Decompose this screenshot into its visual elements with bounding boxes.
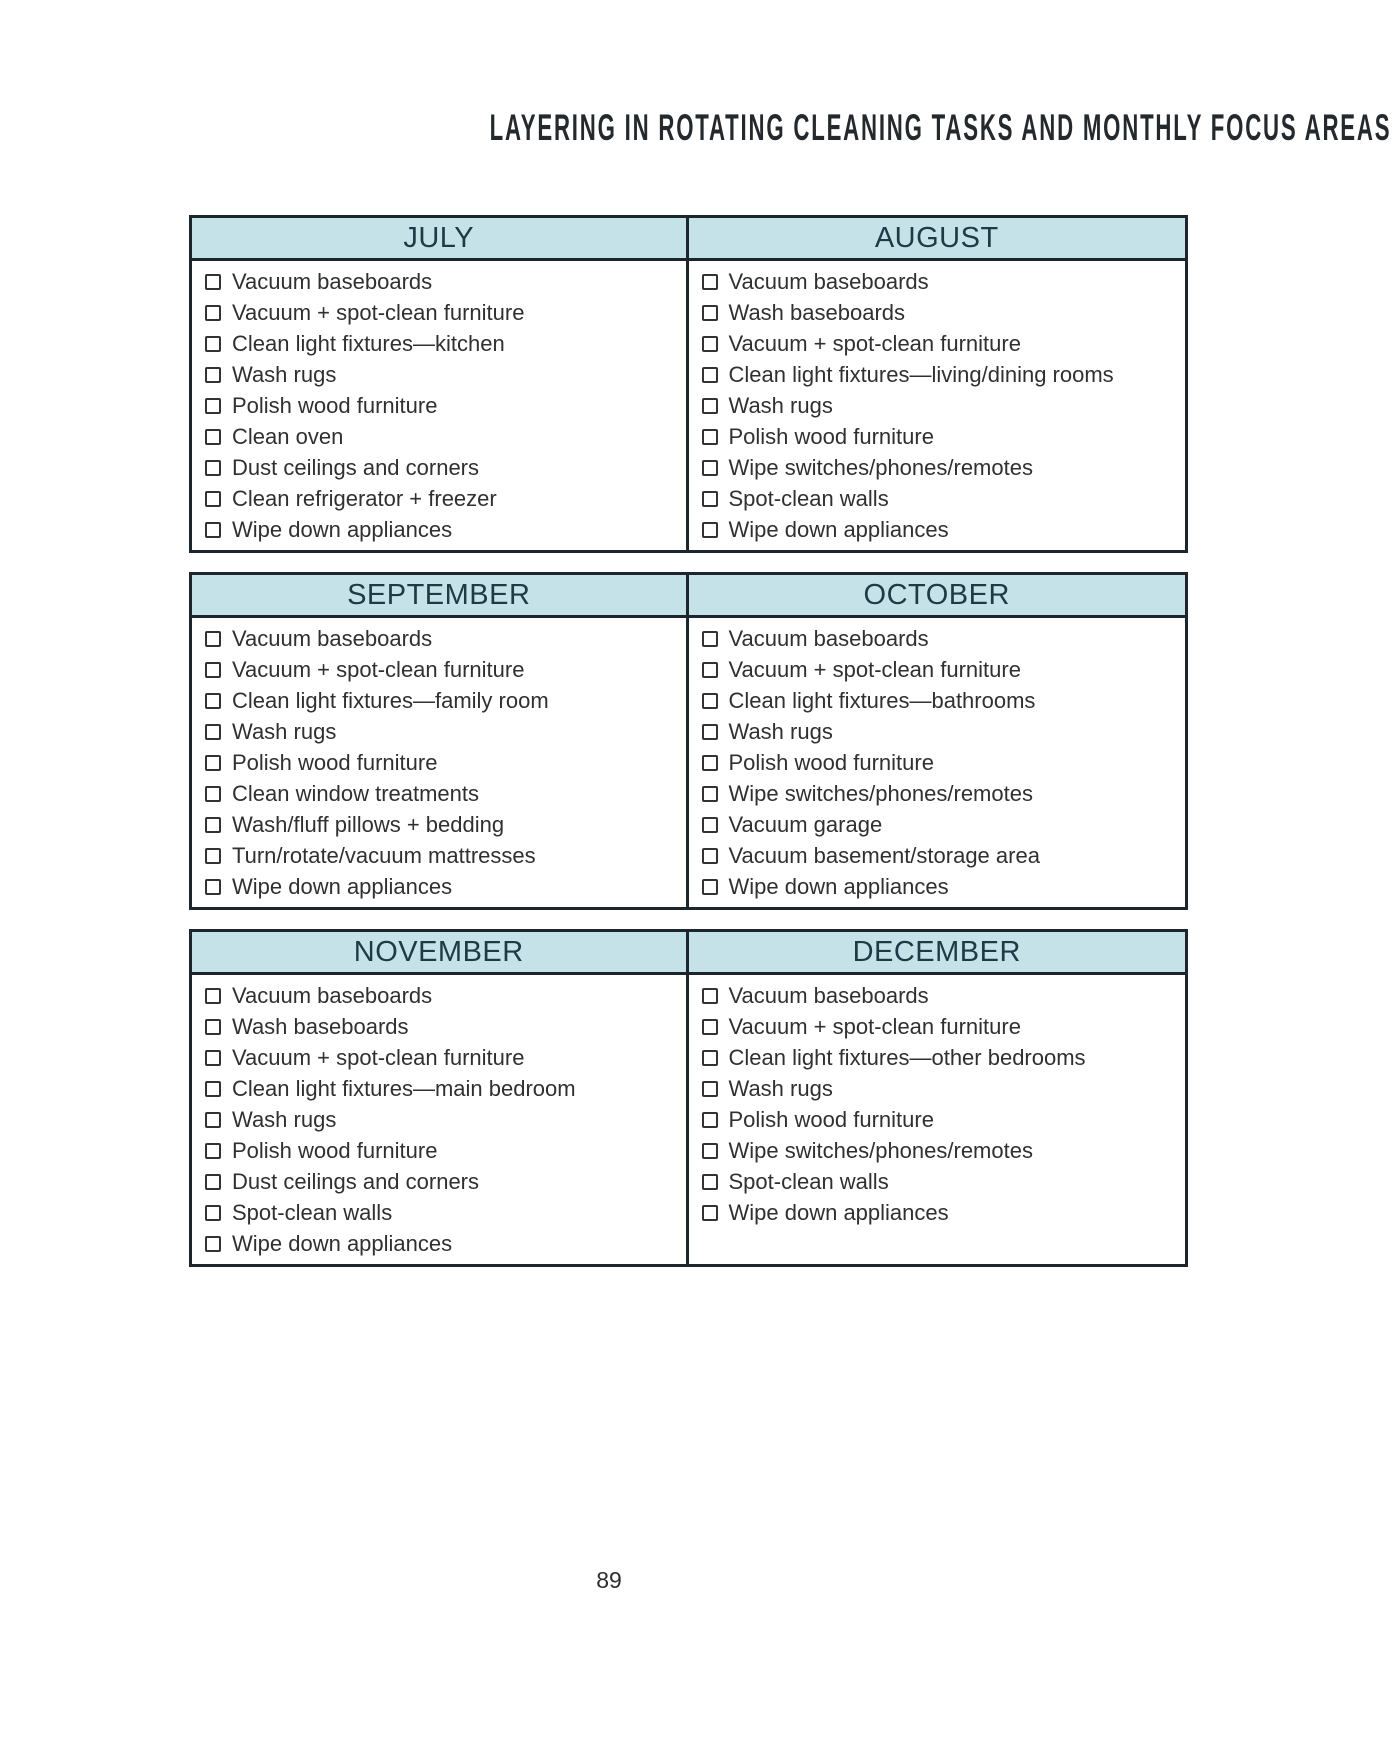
task-label: Dust ceilings and corners	[232, 1169, 480, 1194]
task-label: Wash baseboards	[232, 1014, 409, 1039]
task-label: Clean oven	[232, 424, 344, 449]
task-item	[205, 483, 676, 514]
checkbox-icon	[702, 491, 718, 507]
task-label: Spot-clean walls	[232, 1200, 393, 1225]
task-label: Vacuum + spot-clean furniture	[232, 657, 525, 682]
task-label: Clean light fixtures—bathrooms	[728, 688, 1036, 713]
checkbox-icon	[702, 631, 718, 647]
task-item	[205, 1073, 676, 1104]
checkbox-icon	[702, 786, 718, 802]
task-label: Wipe down appliances	[728, 517, 949, 542]
task-item	[205, 716, 676, 747]
task-label: Wipe switches/phones/remotes	[728, 1138, 1033, 1163]
task-item	[702, 840, 1176, 871]
task-label: Wash rugs	[232, 1107, 337, 1132]
task-label: Wipe down appliances	[232, 517, 453, 542]
task-item	[702, 1042, 1176, 1073]
task-item	[205, 809, 676, 840]
checkbox-icon	[205, 522, 221, 538]
task-label: Wipe down appliances	[232, 874, 453, 899]
task-label: Wash rugs	[232, 362, 337, 387]
task-label: Clean light fixtures—other bedrooms	[728, 1045, 1086, 1070]
task-label: Wipe switches/phones/remotes	[728, 781, 1033, 806]
task-item	[205, 359, 676, 390]
task-label: Polish wood furniture	[728, 424, 934, 449]
task-item	[205, 514, 676, 545]
checkbox-icon	[702, 336, 718, 352]
task-item	[702, 421, 1176, 452]
month-header-row	[192, 575, 1185, 618]
task-label: Wipe switches/phones/remotes	[728, 455, 1033, 480]
task-label: Wipe down appliances	[728, 874, 949, 899]
checkbox-icon	[205, 1236, 221, 1252]
checkbox-icon	[702, 755, 718, 771]
task-label: Wash/fluff pillows + bedding	[232, 812, 505, 837]
task-item	[205, 1104, 676, 1135]
task-label: Vacuum + spot-clean furniture	[728, 331, 1021, 356]
task-label: Vacuum baseboards	[728, 269, 929, 294]
month-header-july: JULY	[192, 218, 689, 261]
checkbox-icon	[205, 1019, 221, 1035]
task-label: Clean light fixtures—family room	[232, 688, 549, 713]
task-item	[205, 980, 676, 1011]
checkbox-icon	[205, 274, 221, 290]
task-label: Wash rugs	[728, 393, 833, 418]
checkbox-icon	[205, 1050, 221, 1066]
checkbox-icon	[205, 1112, 221, 1128]
checkbox-icon	[205, 988, 221, 1004]
month-body-row	[192, 975, 1185, 1264]
task-item	[702, 980, 1176, 1011]
task-item	[702, 514, 1176, 545]
task-label: Clean light fixtures—main bedroom	[232, 1076, 576, 1101]
page-title	[189, 107, 1392, 148]
task-item	[205, 452, 676, 483]
task-item	[702, 1011, 1176, 1042]
task-item	[205, 1197, 676, 1228]
task-label: Dust ceilings and corners	[232, 455, 480, 480]
checkbox-icon	[702, 988, 718, 1004]
task-label: Vacuum + spot-clean furniture	[232, 300, 525, 325]
checkbox-icon	[205, 786, 221, 802]
checkbox-icon	[205, 848, 221, 864]
task-item	[702, 809, 1176, 840]
month-tasks-december	[689, 975, 1186, 1264]
task-item	[702, 778, 1176, 809]
task-label: Clean light fixtures—living/dining rooms	[728, 362, 1114, 387]
checkbox-icon	[205, 755, 221, 771]
month-header-row	[192, 932, 1185, 975]
checkbox-icon	[702, 1205, 718, 1221]
task-label: Polish wood furniture	[728, 750, 934, 775]
month-tasks-september	[192, 618, 689, 907]
task-label: Polish wood furniture	[232, 393, 438, 418]
month-table	[189, 215, 1188, 553]
task-item	[205, 685, 676, 716]
task-item	[205, 1011, 676, 1042]
task-item	[702, 390, 1176, 421]
month-table	[189, 572, 1188, 910]
task-label: Spot-clean walls	[728, 1169, 889, 1194]
checkbox-icon	[702, 1081, 718, 1097]
task-label: Vacuum + spot-clean furniture	[728, 1014, 1021, 1039]
checkbox-icon	[205, 398, 221, 414]
task-label: Spot-clean walls	[728, 486, 889, 511]
task-item	[702, 483, 1176, 514]
month-body-row	[192, 261, 1185, 550]
page-title-text: LAYERING IN ROTATING CLEANING TASKS AND MONTHLY FOCUS AREAS	[489, 107, 1392, 148]
task-item	[205, 778, 676, 809]
task-label: Vacuum baseboards	[728, 626, 929, 651]
checkbox-icon	[205, 631, 221, 647]
task-label: Vacuum baseboards	[232, 269, 433, 294]
checkbox-icon	[205, 879, 221, 895]
month-tasks-july	[192, 261, 689, 550]
task-label: Clean refrigerator + freezer	[232, 486, 497, 511]
month-header-row	[192, 218, 1185, 261]
task-item	[205, 1228, 676, 1259]
task-item	[702, 623, 1176, 654]
checkbox-icon	[702, 1143, 718, 1159]
task-item	[702, 328, 1176, 359]
task-label: Wash rugs	[728, 1076, 833, 1101]
checkbox-icon	[702, 1112, 718, 1128]
checkbox-icon	[205, 460, 221, 476]
month-header-august: AUGUST	[689, 218, 1186, 261]
task-item	[702, 452, 1176, 483]
task-item	[205, 390, 676, 421]
task-label: Clean window treatments	[232, 781, 480, 806]
task-item	[702, 1135, 1176, 1166]
task-label: Vacuum garage	[728, 812, 883, 837]
task-item	[205, 1042, 676, 1073]
checkbox-icon	[702, 693, 718, 709]
task-item	[205, 1135, 676, 1166]
checkbox-icon	[702, 429, 718, 445]
month-header-october: OCTOBER	[689, 575, 1186, 618]
checkbox-icon	[702, 817, 718, 833]
month-table	[189, 929, 1188, 1267]
task-item	[702, 716, 1176, 747]
task-label: Polish wood furniture	[232, 1138, 438, 1163]
task-item	[702, 1073, 1176, 1104]
checkbox-icon	[205, 1143, 221, 1159]
month-header-december: DECEMBER	[689, 932, 1186, 975]
task-label: Vacuum baseboards	[232, 626, 433, 651]
checkbox-icon	[205, 429, 221, 445]
checkbox-icon	[702, 460, 718, 476]
task-item	[702, 1104, 1176, 1135]
checkbox-icon	[702, 1019, 718, 1035]
checkbox-icon	[205, 305, 221, 321]
task-label: Vacuum + spot-clean furniture	[232, 1045, 525, 1070]
task-item	[702, 654, 1176, 685]
task-item	[702, 359, 1176, 390]
month-tasks-august	[689, 261, 1186, 550]
task-label: Wipe down appliances	[232, 1231, 453, 1256]
checkbox-icon	[702, 879, 718, 895]
checkbox-icon	[205, 693, 221, 709]
checkbox-icon	[205, 336, 221, 352]
checkbox-icon	[205, 1205, 221, 1221]
task-item	[205, 297, 676, 328]
checkbox-icon	[205, 491, 221, 507]
task-item	[702, 266, 1176, 297]
task-item	[205, 840, 676, 871]
month-header-november: NOVEMBER	[192, 932, 689, 975]
checkbox-icon	[702, 1050, 718, 1066]
task-item	[205, 623, 676, 654]
checkbox-icon	[205, 367, 221, 383]
month-header-september: SEPTEMBER	[192, 575, 689, 618]
task-item	[205, 871, 676, 902]
checkbox-icon	[702, 398, 718, 414]
month-tasks-november	[192, 975, 689, 1264]
checkbox-icon	[702, 1174, 718, 1190]
checkbox-icon	[205, 1081, 221, 1097]
checkbox-icon	[205, 724, 221, 740]
task-item	[205, 328, 676, 359]
checkbox-icon	[702, 662, 718, 678]
checkbox-icon	[205, 817, 221, 833]
task-label: Turn/rotate/vacuum mattresses	[232, 843, 536, 868]
task-item	[205, 1166, 676, 1197]
month-tasks-october	[689, 618, 1186, 907]
checkbox-icon	[205, 1174, 221, 1190]
task-label: Wash rugs	[232, 719, 337, 744]
checkbox-icon	[702, 305, 718, 321]
task-item	[205, 421, 676, 452]
task-item	[702, 297, 1176, 328]
checkbox-icon	[702, 367, 718, 383]
task-label: Wash baseboards	[728, 300, 906, 325]
task-item	[205, 654, 676, 685]
task-item	[702, 747, 1176, 778]
task-item	[702, 871, 1176, 902]
checkbox-icon	[702, 724, 718, 740]
task-label: Wash rugs	[728, 719, 833, 744]
task-label: Clean light fixtures—kitchen	[232, 331, 505, 356]
task-label: Vacuum basement/storage area	[728, 843, 1040, 868]
task-label: Polish wood furniture	[232, 750, 438, 775]
checkbox-icon	[205, 662, 221, 678]
month-body-row	[192, 618, 1185, 907]
task-item	[702, 685, 1176, 716]
checkbox-icon	[702, 522, 718, 538]
task-label: Wipe down appliances	[728, 1200, 949, 1225]
task-label: Polish wood furniture	[728, 1107, 934, 1132]
task-item	[205, 266, 676, 297]
task-label: Vacuum + spot-clean furniture	[728, 657, 1021, 682]
monthly-cleaning-tables	[189, 215, 1188, 1286]
task-item	[702, 1197, 1176, 1228]
task-item	[702, 1166, 1176, 1197]
task-item	[205, 747, 676, 778]
checkbox-icon	[702, 848, 718, 864]
task-label: Vacuum baseboards	[728, 983, 929, 1008]
task-label: Vacuum baseboards	[232, 983, 433, 1008]
page-number: 89	[596, 1567, 622, 1593]
checkbox-icon	[702, 274, 718, 290]
